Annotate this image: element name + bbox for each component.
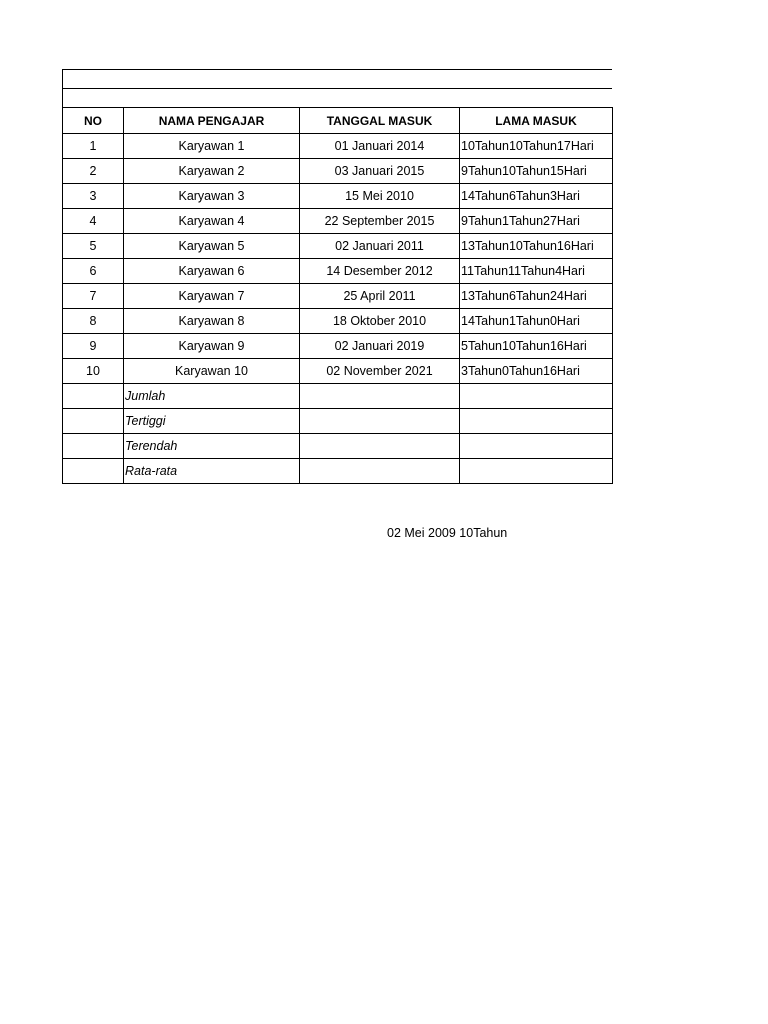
table-row xyxy=(63,334,613,359)
employee-tenure-table xyxy=(62,107,613,484)
header-no[interactable]: NO xyxy=(63,108,124,134)
table-row xyxy=(63,309,613,334)
cell-tanggal[interactable]: 01 Januari 2014 xyxy=(300,134,460,159)
cell-empty[interactable] xyxy=(300,409,460,434)
cell-tanggal[interactable]: 02 Januari 2019 xyxy=(300,334,460,359)
cell-lama[interactable]: 14Tahun1Tahun0Hari xyxy=(460,309,613,334)
cell-empty[interactable] xyxy=(460,459,613,484)
cell-tanggal[interactable]: 03 Januari 2015 xyxy=(300,159,460,184)
cell-tanggal[interactable]: 25 April 2011 xyxy=(300,284,460,309)
table-row xyxy=(63,284,613,309)
cell-nama[interactable]: Karyawan 4 xyxy=(124,209,300,234)
cell-nama[interactable]: Karyawan 1 xyxy=(124,134,300,159)
cell-empty[interactable] xyxy=(460,409,613,434)
cell-tanggal[interactable]: 15 Mei 2010 xyxy=(300,184,460,209)
cell-no[interactable]: 10 xyxy=(63,359,124,384)
cell-empty[interactable] xyxy=(63,409,124,434)
cell-empty[interactable] xyxy=(63,434,124,459)
cell-empty[interactable] xyxy=(300,434,460,459)
cell-nama[interactable]: Karyawan 2 xyxy=(124,159,300,184)
cell-tanggal[interactable]: 02 Januari 2011 xyxy=(300,234,460,259)
note-value[interactable]: 10Tahun xyxy=(459,526,508,540)
summary-row-terendah xyxy=(63,434,613,459)
table-row xyxy=(63,159,613,184)
cell-lama[interactable]: 13Tahun6Tahun24Hari xyxy=(460,284,613,309)
cell-lama[interactable]: 9Tahun10Tahun15Hari xyxy=(460,159,613,184)
summary-label-terendah[interactable]: Terendah xyxy=(124,434,300,459)
cell-no[interactable]: 6 xyxy=(63,259,124,284)
title-row-2[interactable] xyxy=(62,88,612,107)
cell-empty[interactable] xyxy=(300,459,460,484)
cell-lama[interactable]: 14Tahun6Tahun3Hari xyxy=(460,184,613,209)
summary-row-rata-rata xyxy=(63,459,613,484)
cell-nama[interactable]: Karyawan 3 xyxy=(124,184,300,209)
cell-lama[interactable]: 5Tahun10Tahun16Hari xyxy=(460,334,613,359)
summary-row-jumlah xyxy=(63,384,613,409)
cell-empty[interactable] xyxy=(300,384,460,409)
table-row xyxy=(63,359,613,384)
cell-no[interactable]: 2 xyxy=(63,159,124,184)
cell-nama[interactable]: Karyawan 6 xyxy=(124,259,300,284)
cell-lama[interactable]: 10Tahun10Tahun17Hari xyxy=(460,134,613,159)
header-lama-masuk[interactable]: LAMA MASUK xyxy=(460,108,613,134)
header-tanggal-masuk[interactable]: TANGGAL MASUK xyxy=(300,108,460,134)
table-row xyxy=(63,259,613,284)
cell-no[interactable]: 7 xyxy=(63,284,124,309)
summary-label-jumlah[interactable]: Jumlah xyxy=(124,384,300,409)
cell-nama[interactable]: Karyawan 7 xyxy=(124,284,300,309)
cell-nama[interactable]: Karyawan 9 xyxy=(124,334,300,359)
cell-lama[interactable]: 11Tahun11Tahun4Hari xyxy=(460,259,613,284)
cell-tanggal[interactable]: 22 September 2015 xyxy=(300,209,460,234)
cell-nama[interactable]: Karyawan 5 xyxy=(124,234,300,259)
summary-label-rata-rata[interactable]: Rata-rata xyxy=(124,459,300,484)
cell-tanggal[interactable]: 14 Desember 2012 xyxy=(300,259,460,284)
cell-nama[interactable]: Karyawan 8 xyxy=(124,309,300,334)
cell-empty[interactable] xyxy=(460,434,613,459)
cell-no[interactable]: 4 xyxy=(63,209,124,234)
table-row xyxy=(63,134,613,159)
cell-no[interactable]: 5 xyxy=(63,234,124,259)
cell-nama[interactable]: Karyawan 10 xyxy=(124,359,300,384)
cell-no[interactable]: 3 xyxy=(63,184,124,209)
summary-row-tertinggi xyxy=(63,409,613,434)
header-row xyxy=(63,108,613,134)
note-date[interactable]: 02 Mei 2009 xyxy=(387,526,456,540)
cell-lama[interactable]: 9Tahun1Tahun27Hari xyxy=(460,209,613,234)
reference-note xyxy=(387,526,507,540)
cell-tanggal[interactable]: 18 Oktober 2010 xyxy=(300,309,460,334)
cell-no[interactable]: 1 xyxy=(63,134,124,159)
table-row xyxy=(63,184,613,209)
table-row xyxy=(63,234,613,259)
cell-no[interactable]: 9 xyxy=(63,334,124,359)
cell-no[interactable]: 8 xyxy=(63,309,124,334)
cell-lama[interactable]: 13Tahun10Tahun16Hari xyxy=(460,234,613,259)
title-row-1[interactable] xyxy=(62,69,612,88)
cell-lama[interactable]: 3Tahun0Tahun16Hari xyxy=(460,359,613,384)
cell-empty[interactable] xyxy=(63,384,124,409)
cell-tanggal[interactable]: 02 November 2021 xyxy=(300,359,460,384)
table-row xyxy=(63,209,613,234)
cell-empty[interactable] xyxy=(63,459,124,484)
spreadsheet-table xyxy=(62,69,612,484)
summary-label-tertinggi[interactable]: Tertiggi xyxy=(124,409,300,434)
header-nama-pengajar[interactable]: NAMA PENGAJAR xyxy=(124,108,300,134)
cell-empty[interactable] xyxy=(460,384,613,409)
